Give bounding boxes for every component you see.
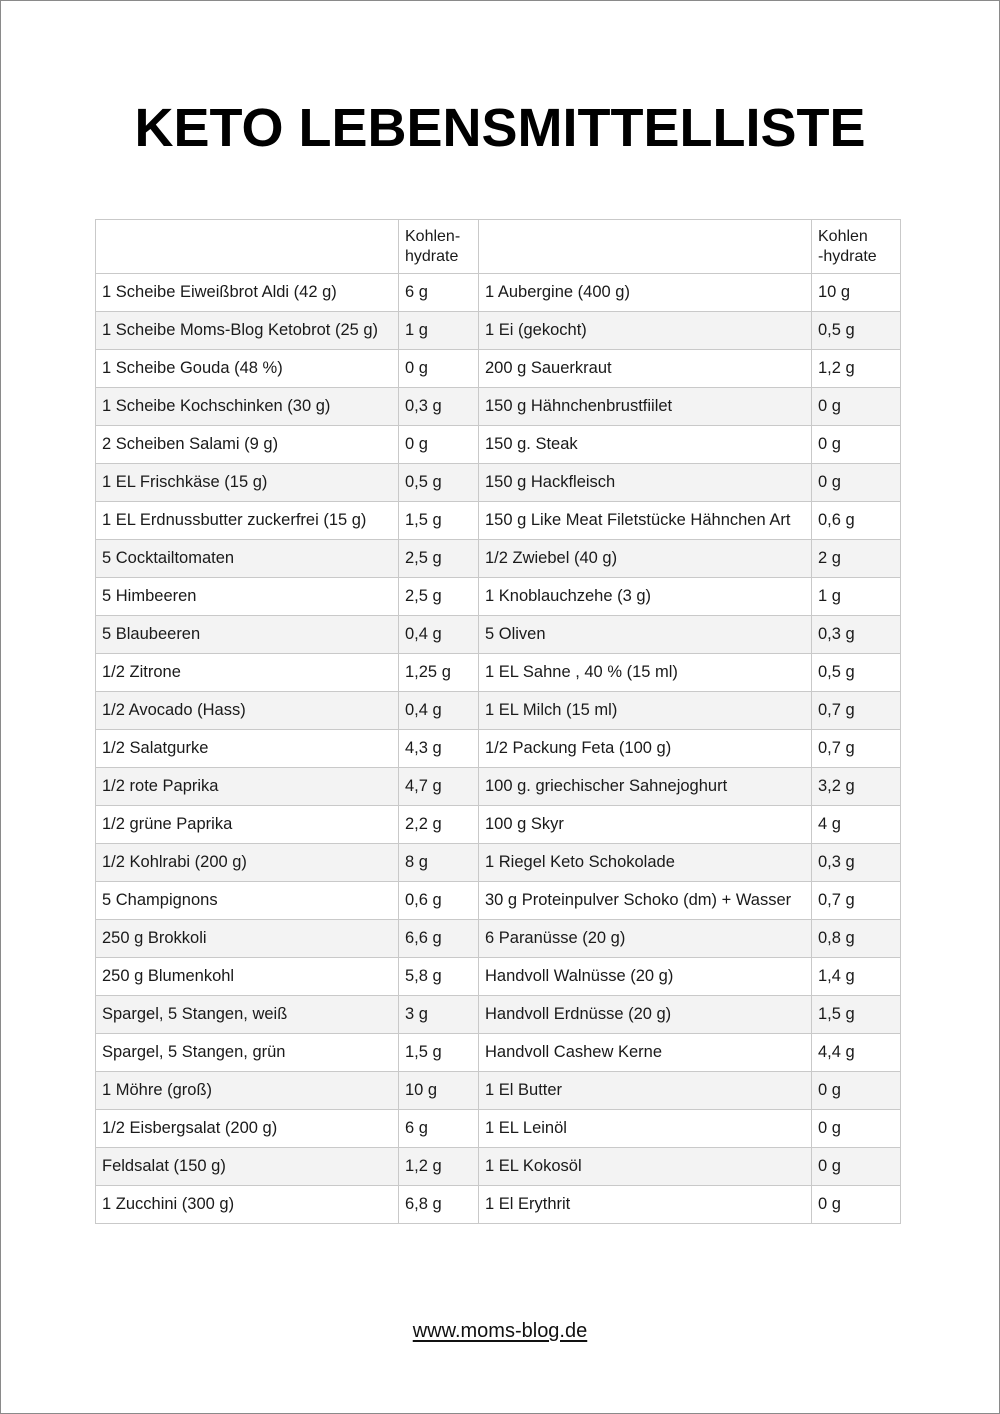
- cell-carbs-right: 0,6 g: [812, 502, 901, 540]
- cell-food-left: 1/2 grüne Paprika: [96, 806, 399, 844]
- cell-food-right: 150 g Hackfleisch: [479, 464, 812, 502]
- cell-food-right: Handvoll Cashew Kerne: [479, 1034, 812, 1072]
- cell-food-right: Handvoll Walnüsse (20 g): [479, 958, 812, 996]
- table-row: [96, 692, 901, 730]
- cell-carbs-right: 0,3 g: [812, 616, 901, 654]
- cell-carbs-left: 1,5 g: [399, 502, 479, 540]
- cell-food-left: 1 EL Erdnussbutter zuckerfrei (15 g): [96, 502, 399, 540]
- cell-food-left: 5 Blaubeeren: [96, 616, 399, 654]
- cell-food-left: 1 Scheibe Moms-Blog Ketobrot (25 g): [96, 312, 399, 350]
- table-row: [96, 1072, 901, 1110]
- cell-carbs-right: 10 g: [812, 274, 901, 312]
- cell-food-left: 5 Champignons: [96, 882, 399, 920]
- cell-food-right: 1 EL Leinöl: [479, 1110, 812, 1148]
- cell-food-left: 1/2 Kohlrabi (200 g): [96, 844, 399, 882]
- cell-food-left: Feldsalat (150 g): [96, 1148, 399, 1186]
- cell-carbs-left: 6 g: [399, 274, 479, 312]
- table-row: [96, 388, 901, 426]
- cell-food-left: 1 Scheibe Eiweißbrot Aldi (42 g): [96, 274, 399, 312]
- cell-food-right: 150 g. Steak: [479, 426, 812, 464]
- cell-food-right: 1 Ei (gekocht): [479, 312, 812, 350]
- table-row: [96, 464, 901, 502]
- cell-food-right: 1 EL Kokosöl: [479, 1148, 812, 1186]
- cell-food-left: 1/2 Avocado (Hass): [96, 692, 399, 730]
- cell-food-right: 1/2 Zwiebel (40 g): [479, 540, 812, 578]
- cell-carbs-right: 0 g: [812, 1110, 901, 1148]
- cell-carbs-left: 1,25 g: [399, 654, 479, 692]
- cell-food-left: 5 Himbeeren: [96, 578, 399, 616]
- cell-carbs-left: 2,2 g: [399, 806, 479, 844]
- table-header-row: [96, 220, 901, 274]
- table-row: [96, 502, 901, 540]
- cell-food-left: 1 EL Frischkäse (15 g): [96, 464, 399, 502]
- cell-food-left: 2 Scheiben Salami (9 g): [96, 426, 399, 464]
- table-row: [96, 616, 901, 654]
- cell-carbs-right: 1,5 g: [812, 996, 901, 1034]
- cell-carbs-left: 0,6 g: [399, 882, 479, 920]
- cell-carbs-right: 0 g: [812, 1186, 901, 1224]
- cell-food-right: 30 g Proteinpulver Schoko (dm) + Wasser: [479, 882, 812, 920]
- cell-food-right: 1 Knoblauchzehe (3 g): [479, 578, 812, 616]
- cell-food-right: 1 EL Milch (15 ml): [479, 692, 812, 730]
- cell-carbs-left: 2,5 g: [399, 540, 479, 578]
- cell-food-right: Handvoll Erdnüsse (20 g): [479, 996, 812, 1034]
- cell-carbs-right: 4,4 g: [812, 1034, 901, 1072]
- cell-food-right: 150 g Like Meat Filetstücke Hähnchen Art: [479, 502, 812, 540]
- table-row: [96, 1110, 901, 1148]
- cell-carbs-right: 0 g: [812, 388, 901, 426]
- table-row: [96, 350, 901, 388]
- cell-carbs-right: 0 g: [812, 1148, 901, 1186]
- header-carbs-left: Kohlen- hydrate: [399, 220, 479, 274]
- cell-food-left: 1/2 Salatgurke: [96, 730, 399, 768]
- cell-food-right: 1 El Butter: [479, 1072, 812, 1110]
- cell-food-left: Spargel, 5 Stangen, weiß: [96, 996, 399, 1034]
- cell-carbs-right: 1 g: [812, 578, 901, 616]
- cell-carbs-left: 10 g: [399, 1072, 479, 1110]
- cell-carbs-left: 1,5 g: [399, 1034, 479, 1072]
- cell-carbs-left: 0,4 g: [399, 692, 479, 730]
- cell-carbs-right: 0 g: [812, 426, 901, 464]
- table-row: [96, 654, 901, 692]
- cell-food-right: 1 El Erythrit: [479, 1186, 812, 1224]
- table-row: [96, 920, 901, 958]
- cell-food-right: 100 g Skyr: [479, 806, 812, 844]
- cell-carbs-left: 3 g: [399, 996, 479, 1034]
- cell-carbs-left: 6 g: [399, 1110, 479, 1148]
- cell-carbs-left: 8 g: [399, 844, 479, 882]
- cell-food-left: 1/2 Eisbergsalat (200 g): [96, 1110, 399, 1148]
- cell-carbs-left: 0 g: [399, 350, 479, 388]
- table-row: [96, 1186, 901, 1224]
- cell-food-right: 150 g Hähnchenbrustfiilet: [479, 388, 812, 426]
- cell-carbs-left: 1 g: [399, 312, 479, 350]
- table-row: [96, 578, 901, 616]
- cell-carbs-left: 0,4 g: [399, 616, 479, 654]
- cell-food-right: 1 EL Sahne , 40 % (15 ml): [479, 654, 812, 692]
- cell-carbs-left: 4,3 g: [399, 730, 479, 768]
- cell-carbs-right: 0,8 g: [812, 920, 901, 958]
- header-food-right: [479, 220, 812, 274]
- cell-carbs-right: 1,2 g: [812, 350, 901, 388]
- cell-carbs-right: 1,4 g: [812, 958, 901, 996]
- cell-carbs-left: 0,3 g: [399, 388, 479, 426]
- cell-food-left: 5 Cocktailtomaten: [96, 540, 399, 578]
- cell-carbs-left: 6,6 g: [399, 920, 479, 958]
- cell-carbs-right: 0,5 g: [812, 654, 901, 692]
- cell-food-right: 1/2 Packung Feta (100 g): [479, 730, 812, 768]
- cell-food-left: 1 Scheibe Gouda (48 %): [96, 350, 399, 388]
- cell-food-right: 1 Riegel Keto Schokolade: [479, 844, 812, 882]
- page-title: KETO LEBENSMITTELLISTE: [134, 98, 866, 158]
- cell-carbs-right: 0,5 g: [812, 312, 901, 350]
- table-row: [96, 540, 901, 578]
- table-row: [96, 730, 901, 768]
- cell-carbs-right: 0,3 g: [812, 844, 901, 882]
- cell-food-right: 6 Paranüsse (20 g): [479, 920, 812, 958]
- table-body: [96, 220, 901, 1224]
- carb-table: [95, 219, 901, 1224]
- table-row: [96, 958, 901, 996]
- cell-carbs-right: 0,7 g: [812, 730, 901, 768]
- cell-carbs-right: 2 g: [812, 540, 901, 578]
- cell-food-left: 250 g Brokkoli: [96, 920, 399, 958]
- cell-carbs-left: 4,7 g: [399, 768, 479, 806]
- cell-food-left: 250 g Blumenkohl: [96, 958, 399, 996]
- cell-food-right: 200 g Sauerkraut: [479, 350, 812, 388]
- cell-carbs-right: 3,2 g: [812, 768, 901, 806]
- cell-carbs-left: 0,5 g: [399, 464, 479, 502]
- cell-food-right: 5 Oliven: [479, 616, 812, 654]
- cell-carbs-right: 0,7 g: [812, 692, 901, 730]
- cell-food-right: 1 Aubergine (400 g): [479, 274, 812, 312]
- cell-carbs-right: 0 g: [812, 1072, 901, 1110]
- cell-food-left: 1 Scheibe Kochschinken (30 g): [96, 388, 399, 426]
- table-row: [96, 312, 901, 350]
- table-row: [96, 274, 901, 312]
- cell-carbs-right: 0 g: [812, 464, 901, 502]
- cell-food-right: 100 g. griechischer Sahnejoghurt: [479, 768, 812, 806]
- cell-carbs-left: 1,2 g: [399, 1148, 479, 1186]
- cell-food-left: 1/2 Zitrone: [96, 654, 399, 692]
- table-row: [96, 806, 901, 844]
- table-row: [96, 768, 901, 806]
- header-carbs-right: Kohlen -hydrate: [812, 220, 901, 274]
- table-row: [96, 882, 901, 920]
- cell-carbs-left: 6,8 g: [399, 1186, 479, 1224]
- cell-carbs-right: 4 g: [812, 806, 901, 844]
- cell-food-left: 1 Möhre (groß): [96, 1072, 399, 1110]
- table-row: [96, 996, 901, 1034]
- table-row: [96, 844, 901, 882]
- cell-carbs-left: 2,5 g: [399, 578, 479, 616]
- cell-carbs-left: 0 g: [399, 426, 479, 464]
- cell-food-left: 1 Zucchini (300 g): [96, 1186, 399, 1224]
- cell-carbs-right: 0,7 g: [812, 882, 901, 920]
- cell-food-left: 1/2 rote Paprika: [96, 768, 399, 806]
- table-row: [96, 1034, 901, 1072]
- header-food-left: [96, 220, 399, 274]
- cell-food-left: Spargel, 5 Stangen, grün: [96, 1034, 399, 1072]
- cell-carbs-left: 5,8 g: [399, 958, 479, 996]
- table-row: [96, 1148, 901, 1186]
- website-link[interactable]: www.moms-blog.de: [412, 1320, 588, 1342]
- table-row: [96, 426, 901, 464]
